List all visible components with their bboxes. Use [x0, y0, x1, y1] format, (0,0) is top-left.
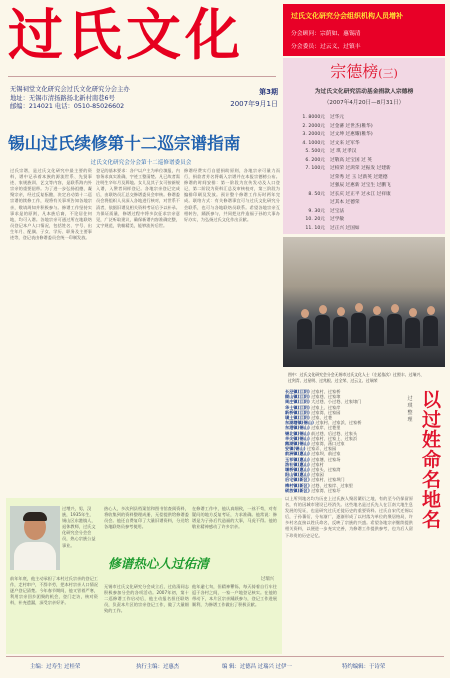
place-township: 安镇(锡山) [285, 446, 306, 452]
profile-column-2: 热心人，多次到县档案馆和图书馆查阅资料，将收集到的资料整理成册，无偿提供给修谱委员会。他还自费复印了大量旧谱资料，分送给各地联络员参考使用。 [104, 506, 189, 530]
editors: 编 辑：过德昌 过瑞兴 过伊一 [222, 664, 292, 670]
article-column-3: 修谱经费实行自愿捐助原则，各地宗亲可量力而行，捐款者芳名将载入宗谱并在本报宗德榜公布。修谱的时间安排：第一阶段为宣传发动及人口登记，第二阶段为资料汇总及审核校对，第三阶段为编排印刷及发放。预计整个修谱工作历时两年完成。联络方式：有关修谱事宜可与过氏文化研究分会联系，也可与各地联络员联系。希望各地宗亲互相转告，踊跃参与，共同把这件造福子孙的大事办好办实，为弘扬过氏文化作出贡献。 [184, 168, 280, 222]
donor-amount: 7. 100元 [305, 166, 325, 171]
place-township: 周庄镇(江阴) [285, 399, 310, 405]
photo-person [405, 308, 420, 348]
donor-row [293, 148, 443, 156]
special-editor: 特约编辑：于诗荣 [342, 664, 386, 670]
donor-row [293, 131, 443, 139]
chief-editor: 主编：过寿生 过桂荣 [30, 664, 81, 670]
notice-title: 过氏文化研究分会组织机构人员增补 [291, 12, 403, 20]
place-detail: 过家湾、过家园 [311, 409, 341, 415]
donor-amount: 9. 30元 [308, 208, 325, 214]
profile-column-3: 在修谱工作中，他认真细致，一丝不苟，对有疑问的地方反复考证，力求准确。他常说：修谱是为子孙后代造福的大事，马虎不得。他的敬业精神感动了许多宗亲。 [192, 506, 277, 530]
donor-row [293, 123, 443, 131]
place-township: 阳山镇(惠山) [285, 472, 310, 478]
notice-members: 分会委员：过云义、过镇丰 [291, 44, 361, 50]
donor-row [293, 157, 443, 165]
issue-date: 2007年9月1日 [230, 100, 278, 108]
place-detail: 过家巷、过家埭 [311, 394, 341, 400]
donor-row [293, 114, 443, 122]
profile-column-4: 无锡市过氏文化研究分会成立后，过佑清同志积极参加分会的各项活动。2007年初，第十二巡修谱工作启动后，他主动报名担任联络员，负责本片区的宗亲登记工作，做了大量细致的工作。 [104, 584, 189, 614]
donor-names: 过正兴 过国如 [330, 225, 360, 231]
place-detail: 过家村、过家上、过家浜 [311, 435, 358, 441]
donor-row [293, 191, 443, 199]
place-detail: 前过巷、后过巷、过家头 [311, 430, 358, 436]
place-township: 华士镇(江阴) [285, 404, 310, 410]
place-detail: 过家、过巷 [311, 415, 333, 420]
photo-person [315, 305, 330, 345]
publisher-info [10, 86, 188, 112]
honor-roll-title-text: 宗德榜 [330, 62, 379, 81]
place-township: 后宅镇(新区) [285, 477, 310, 483]
place-detail: 过家村 [311, 461, 324, 467]
place-township: 锡北镇(锡山) [285, 430, 310, 436]
place-township: 硕放镇(新区) [285, 487, 310, 493]
place-detail: 过家村、过家浜、过家桥 [315, 420, 362, 426]
place-township: 东港镇(锡山) [285, 425, 310, 431]
donor-amount: 6. 200元 [305, 157, 325, 163]
place-detail: 过家塘、过家场 [311, 456, 341, 462]
place-row [285, 487, 405, 494]
honor-roll [283, 58, 445, 234]
footer-divider [6, 656, 444, 657]
place-township: 璜土镇(江阴) [285, 415, 310, 420]
place-detail: 过家上、过家岸 [311, 404, 341, 410]
photo-person [423, 306, 438, 346]
place-detail: 过巷、过家岸、过家里 [311, 482, 353, 488]
honor-roll-title [283, 62, 445, 84]
place-township: 玉祁镇(惠山) [285, 456, 310, 462]
place-township: 堰桥镇(惠山) [285, 467, 310, 472]
profile-headline: 修谱热心人过佑清 [108, 556, 209, 571]
place-township: 长泾镇(江阴) [285, 389, 310, 394]
place-detail: 过家村、过家坝门 [311, 477, 345, 483]
donor-amount: 4. 1000元 [302, 140, 325, 146]
editorial-footer [6, 660, 444, 674]
place-detail: 过家弄、过家园 [306, 446, 337, 452]
article-column-2: 登记的基本要求：各户以户主为单位填报，内容务求真实准确，字迹工整清楚。凡已故者需注明生卒年月及葬地。女儿及其子女可按新规入谱，入赘者同样登记。各地宗亲登记完成后，由联络员汇总交修谱委员会审核。修谱委员会将组织人员深入各地进行核对，对世系不清者，依据旧谱及相关资料考证后予以补录。为保证质量，修谱过程中将多次征求宗亲意见，广泛听取建议，确保新谱内容准确完整，文字规范，装帧精美，能够流传后世。 [96, 168, 180, 228]
photo-caption: 图中：过氏文化研究会分会无锡市过氏文化人士（左起依次）过照丰、过瑞兴、过剑青、过星明、过兆根、过全荣、过云义、过瑞荣 [288, 372, 425, 383]
place-township: 洛社镇(惠山) [285, 461, 310, 467]
donor-amount: 10. 20元 [305, 217, 325, 222]
photo-person [297, 309, 312, 349]
place-names-author: 过琪整理 [407, 396, 413, 423]
place-township: 前洲镇(惠山) [285, 451, 310, 457]
donor-amount: 2. 2000元 [302, 123, 325, 129]
issue-info [200, 86, 278, 110]
portrait-shirt [14, 542, 56, 570]
place-names-text: 以上所列地名均为历史上过氏族人聚居繁衍之地，有的至今仍保留原名，有的因城市建设已经消失。这些地名是过氏先人在江南大地生息发展的见证，也是研究过氏迁徙历史的重要资料。过氏自宋代迁锡以后，子孙蕃衍，分布渐广，逐渐形成了以村落为单位的聚居格局，许多村名直接以姓氏命名，反映了宗族的兴盛。希望各地宗亲继续提供相关资料，以便进一步充实完善，为修谱工作提供参考，也为后人留下珍贵的历史记忆。 [285, 496, 413, 538]
donor-names: 过荣秀 过 玉 过新英 过建德 [330, 174, 388, 180]
donor-row [293, 174, 443, 182]
notice-box [283, 4, 445, 56]
donor-row [293, 216, 443, 224]
photo-person [387, 304, 402, 344]
masthead-title: 过氏文化 [8, 4, 245, 66]
donor-row [293, 208, 443, 216]
donor-names: 过敬高 过宝国 过 英 [330, 157, 372, 163]
place-detail: 过家头、过家湾 [311, 467, 341, 472]
honor-roll-number: (三) [378, 67, 398, 80]
portrait-photo [10, 506, 60, 570]
address-line: 地址：无锡市清扬路扬北新村南巷6号 [10, 94, 115, 102]
place-detail: 过家湾、荡口过家 [311, 441, 345, 446]
place-names-title: 以过姓命名地名 [421, 389, 441, 531]
profile-column-1: 前年年底，他主动承担了本村过氏宗亲的登记工作，走村串户，不辞辛劳，把本村宗亲人口情况逐户登记清楚。今年春节期间，他又冒着严寒，利用宗亲回乡团聚的机会，登门走访，核对资料，补充遗漏，深受宗亲好评。 [10, 576, 98, 606]
donor-names: 过强辰 过惠新 过宝生 过鹏飞 [330, 183, 391, 188]
masthead-divider [8, 76, 276, 77]
article-column-1: 过氏宗谱，是过氏文化研究中最主要的资料，谱中记录着本族的源流世系、先贤事迹、家规族训、艺文等内容，是联系海内外宗亲的重要纽带。为了进一步弘扬祖德，凝聚宗亲，经过反复酝酿，决定启动第十二巡宗谱的续修工作，现将有关事项告知各地宗亲，敬请周知并积极参与。修谱工作坚持实事求是的原则，凡本族后裔，不论居住何地，均可入谱。各地宗亲可通过所在地联络员登记本户人口情况，包括姓名、字号、出生年月、配偶、子女、学历、职务及主要事迹等，登记表由修谱委员会统一印制发放。 [10, 168, 92, 241]
place-township: 东湖塘镇(锡山) [285, 420, 314, 426]
honor-roll-subtitle: 为过氏文化研究活动基金捐款人宗德榜 [314, 89, 414, 95]
place-detail: 过家坝、前过家 [311, 451, 341, 457]
executive-editor: 执行主编：过惠杰 [136, 664, 180, 670]
donor-names: 过学敏 [330, 217, 345, 222]
place-detail: 过家村、过家桥 [311, 389, 341, 394]
notice-advisors: 分会顾问：宗荫如、惠锡清 [291, 31, 361, 37]
donor-names: 过华元 [330, 115, 345, 120]
photo-person [351, 303, 366, 343]
photo-person [369, 306, 384, 346]
donor-row [293, 199, 443, 207]
profile-author: 过瑞兴 [260, 577, 274, 582]
donor-names: 过柏荣 过鸿荣 过振发 过建新 [330, 166, 391, 171]
donor-names: 过其本 过德荣 [330, 200, 360, 205]
issue-number: 第3期 [259, 88, 278, 96]
donor-row [293, 182, 443, 190]
profile-column-5: 他年逾七旬，但精神矍铄，每天骑着自行车往返于各村之间，一家一户地登记核实。在他的带动下，本片区宗亲踊跃参与，登记工作进展顺利，为修谱工作做出了积极贡献。 [192, 584, 277, 608]
place-detail: 大过巷、小过巷、过家埭门 [311, 399, 362, 405]
donor-amount: 5. 500元 [305, 149, 325, 154]
contact-line: 邮编：214021 电话：0510-85026602 [10, 103, 125, 111]
place-township: 羊尖镇(锡山) [285, 435, 310, 441]
place-detail: 过家湾、过家圩 [311, 487, 341, 493]
donor-row [293, 140, 443, 148]
place-township: 顾山镇(江阴) [285, 394, 310, 400]
portrait-hair [23, 512, 47, 521]
publisher-line: 无锡祠堂文化研究会过氏文化研究分会主办 [10, 86, 130, 93]
donor-row [293, 225, 443, 233]
place-township: 鹅湖镇(锡山) [285, 441, 310, 446]
donor-row [293, 165, 443, 173]
donor-names: 过文坤 过惠耀(稚华) [330, 132, 373, 137]
donor-names: 过长庆 过正平 过永江 过祥康 [330, 191, 391, 197]
donor-names: 过金蕃 过世杰(稚华) [330, 123, 373, 129]
donor-amount: 3. 2000元 [302, 132, 325, 137]
article-headline: 锡山过氏续修第十二巡宗谱指南 [8, 133, 241, 153]
donor-amount: 1. 8000元 [302, 115, 325, 120]
portrait-caption: 过增兴，男，汉族，1935年生，锡山区东港镇人，退休教师，过氏文化研究会分会会员，热心宗族公益事业。 [62, 506, 96, 548]
article-byline: 过氏文化研究会分会第十二巡修谱委员会 [90, 160, 192, 166]
place-township: 梅村镇(新区) [285, 482, 310, 488]
donor-names: 过宝法 [330, 208, 345, 214]
place-detail: 过家园 [311, 472, 324, 478]
photo-person [333, 307, 348, 347]
place-detail: 过家岸、过巷里 [311, 425, 341, 431]
group-photo [283, 237, 445, 367]
donor-amount: 8. 50元 [308, 191, 325, 197]
donor-names: 过 琪 过孝汉 [330, 149, 357, 154]
donor-names: 过文来 过军华 [330, 140, 360, 146]
donor-amount: 11. 10元 [305, 225, 325, 231]
place-township: 新桥镇(江阴) [285, 409, 310, 415]
honor-roll-period: （2007年4月20日—8月31日） [323, 100, 405, 106]
